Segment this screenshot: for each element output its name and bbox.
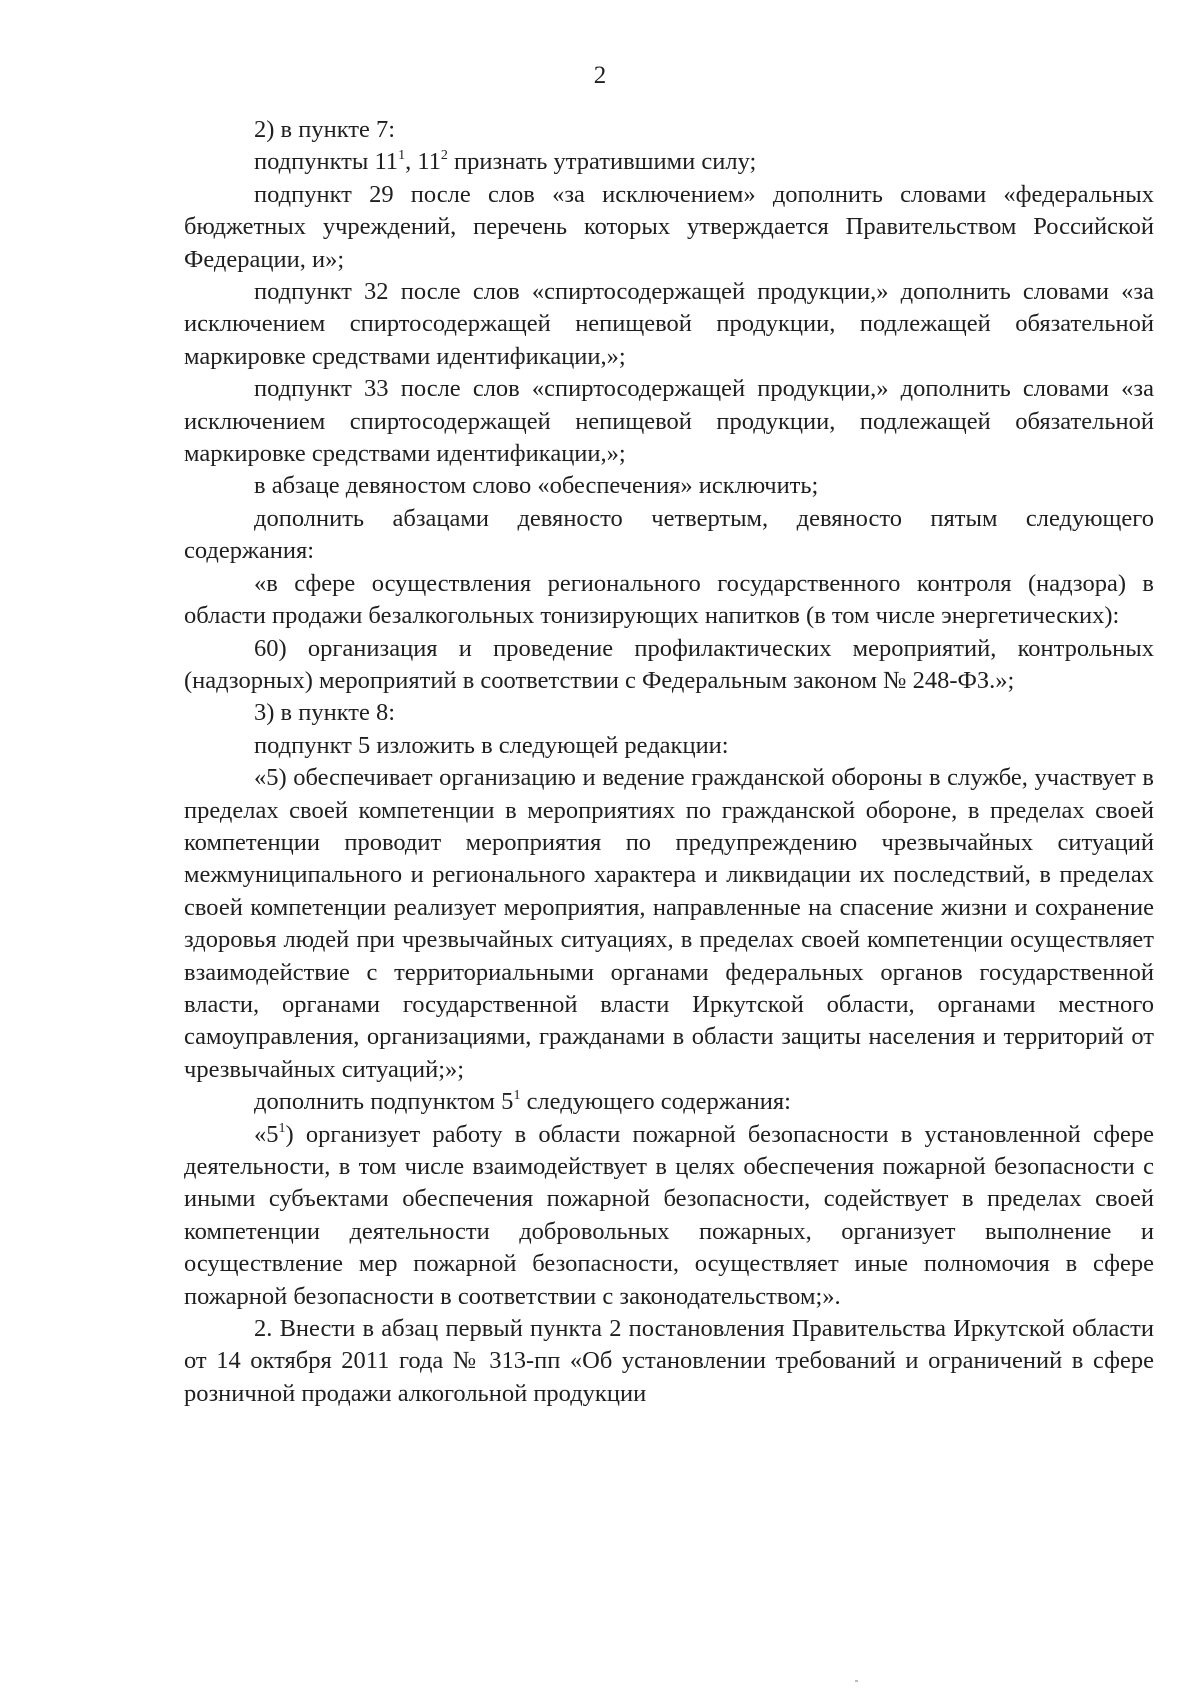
superscript: 2 [440, 148, 448, 164]
text-fragment: «5 [254, 1120, 279, 1148]
superscript: 1 [278, 1120, 286, 1136]
paragraph-add-subpoint-5-1 [184, 1086, 1154, 1118]
paragraph-subpoints-11-repealed [184, 146, 1154, 178]
superscript: 1 [513, 1088, 521, 1104]
paragraph-item-60: 60) организация и проведение профилактических мероприятий, контрольных (надзорных) мероприятий в соответствии с Федеральным законом № 248-ФЗ.»; [184, 634, 1154, 694]
paragraph-item-2-header: 2) в пункте 7: [254, 116, 396, 143]
page-number: 2 [593, 62, 607, 89]
text-fragment: ) организует работу в области пожарной безопасности в установленной сфере деятельности, в том числе взаимодействует в целях обеспечения пожарной безопасности с иными субъектами обеспечения пожарной безопасности, содействует в пределах своей компетенции деятельности добровольных пожарных, организует выполнение и осуществление мер пожарной безопасности, осуществляет иные полномочия в сфере пожарной безопасности в соответствии с законодательством;». [184, 1120, 1154, 1310]
text-fragment: , 11 [405, 148, 441, 176]
paragraph-subpoint-29: подпункт 29 после слов «за исключением» дополнить словами «федеральных бюджетных учреждений, перечень которых утверждается Правительством Российской Федерации, и»; [184, 180, 1154, 273]
paragraph-subpoint-5-text: «5) обеспечивает организацию и ведение гражданской обороны в службе, участвует в пределах своей компетенции в мероприятиях по гражданской обороне, в пределах своей компетенции проводит мероприятия по предупреждению чрезвычайных ситуаций межмуниципального и регионального характера и ликвидации их последствий, в пределах своей компетенции реализует мероприятия, направленные на спасение жизни и сохранение здоровья людей при чрезвычайных ситуациях, в пределах своей компетенции осуществляет взаимодействие с территориальными органами федеральных органов государственной власти, органами государственной власти Иркутской области, органами местного самоуправления, организациями, гражданами в области защиты населения и территорий от чрезвычайных ситуаций;»; [184, 764, 1154, 1083]
paragraph-subpoint-32: подпункт 32 после слов «спиртосодержащей продукции,» дополнить словами «за исключением спиртосодержащей непищевой продукции, подлежащей обязательной маркировке средствами идентификации,»; [184, 278, 1154, 370]
text-fragment: подпункты 11 [254, 148, 399, 176]
superscript: 1 [398, 148, 406, 164]
paragraph-subpoint-33: подпункт 33 после слов «спиртосодержащей продукции,» дополнить словами «за исключением спиртосодержащей непищевой продукции, подлежащей обязательной маркировке средствами идентификации,»; [184, 375, 1154, 468]
paragraph-add-ninety-four: дополнить абзацами девяносто четвертым, девяносто пятым следующего содержания: [184, 504, 1154, 565]
paragraph-subpoint-5-1-text [184, 1119, 1154, 1313]
paragraph-point-2: 2. Внести в абзац первый пункта 2 постановления Правительства Иркутской области от 14 октября 2011 года № 313-пп «Об установлении требований и ограничений в сфере розничной продажи алкогольной продукции [184, 1315, 1154, 1407]
paragraph-ninetieth: в абзаце девяностом слово «обеспечения» исключить; [254, 472, 819, 500]
scan-speck [855, 1680, 858, 1682]
text-fragment: признать утратившими силу; [447, 148, 757, 176]
paragraph-item-3-header: 3) в пункте 8: [254, 699, 396, 727]
paragraph-regional-control: «в сфере осуществления регионального государственного контроля (надзора) в области продажи безалкогольных тонизирующих напитков (в том числе энергетических): [184, 569, 1154, 630]
document-body [184, 114, 1154, 1410]
text-fragment: следующего содержания: [520, 1088, 791, 1116]
paragraph-subpoint-5-edit: подпункт 5 изложить в следующей редакции: [254, 731, 729, 759]
text-fragment: дополнить подпунктом 5 [254, 1088, 514, 1116]
